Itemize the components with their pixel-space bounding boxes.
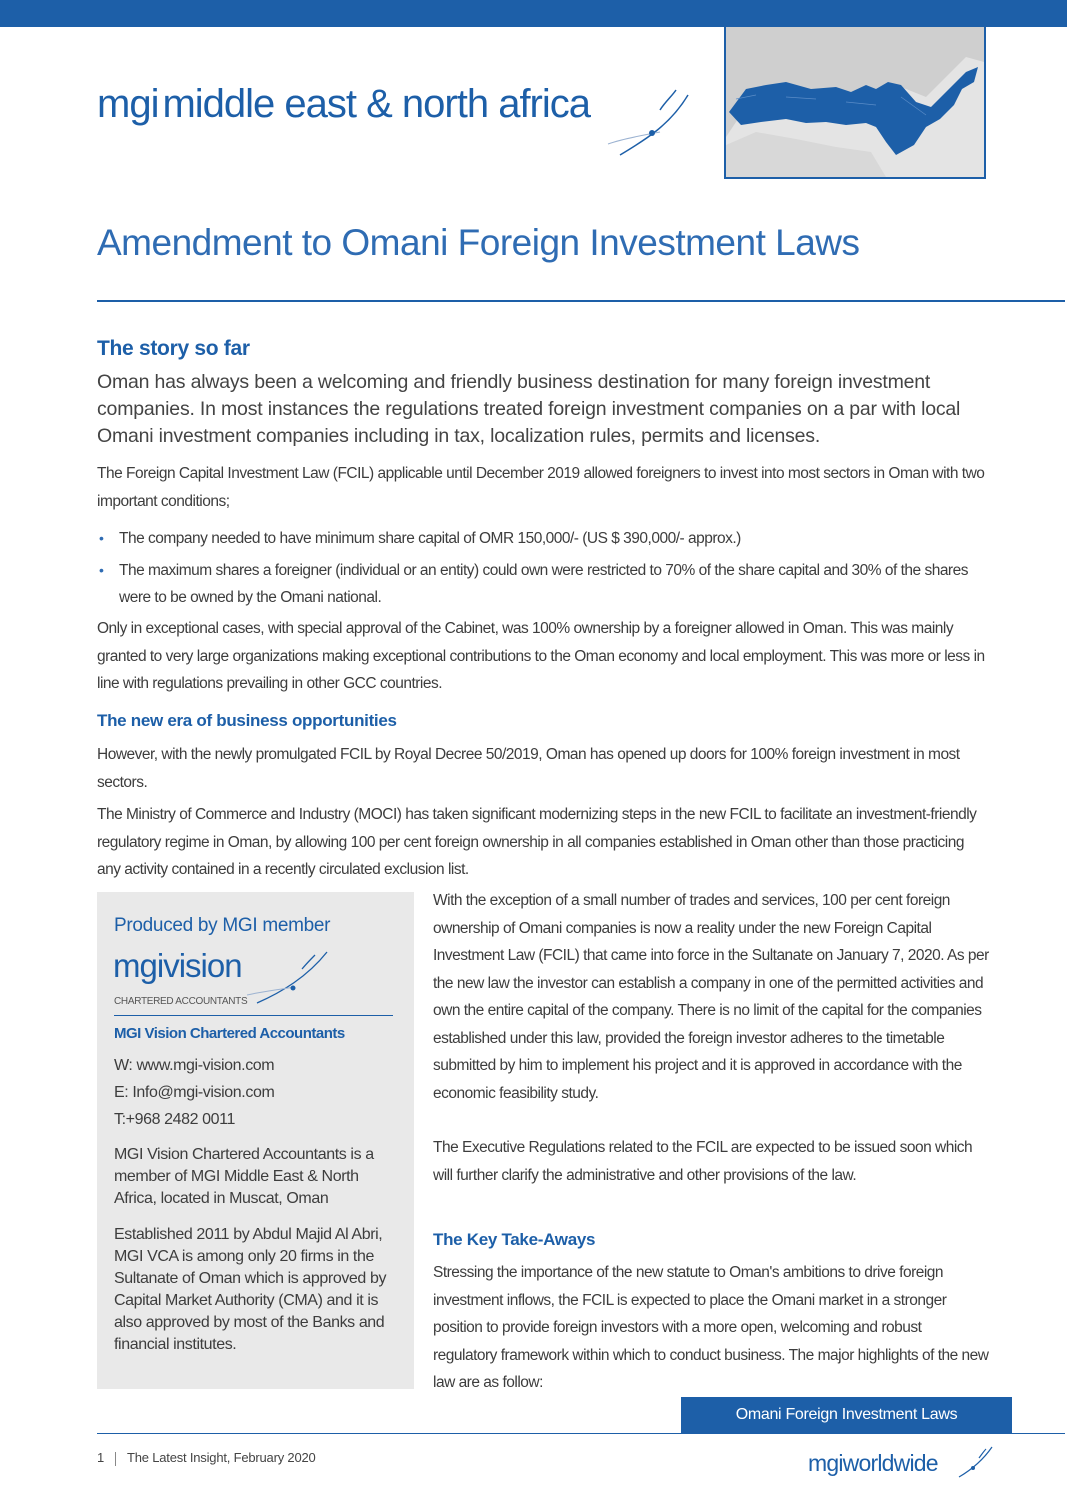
footer-topic-tab: Omani Foreign Investment Laws [681,1397,1012,1433]
member-sidebar [97,892,414,1389]
website-link[interactable]: W: www.mgi-vision.com [114,1057,275,1074]
phone-number: T:+968 2482 0011 [114,1111,235,1128]
paragraph-fcil-old: The Foreign Capital Investment Law (FCIL) applicable until December 2019 allowed foreigners to invest into most sectors in Oman with two important conditions; [97,465,985,510]
paragraph-exceptional-cases: Only in exceptional cases, with special approval of the Cabinet, was 100% ownership by a foreigner allowed in Oman. This was mainly granted to very large organizations making exceptional contributions to the Oman economy and local employment. This was more or less in line with regulations prevailing in other GCC countries. [97,620,985,692]
document-title: Amendment to Omani Foreign Investment Laws [97,222,860,263]
brand-logo: mgi middle east & north africa [97,82,591,126]
mena-region-map-icon [726,27,984,177]
footer-divider [97,1433,1065,1434]
email-link[interactable]: E: Info@mgi-vision.com [114,1084,275,1101]
footer-meta [97,1450,316,1466]
vision-swoosh-icon [247,947,332,1007]
mgi-vision-logo: mgivision [113,947,242,984]
list-item: • The company needed to have minimum share capital of OMR 150,000/- (US $ 390,000/- approx.) [97,525,977,553]
title-divider [97,300,1065,302]
paragraph-new-law: With the exception of a small number of trades and services, 100 per cent foreign ownership of Omani companies is now a reality under the new Foreign Capital Investment Law (FCIL) that came into force in the Sultanate on January 7, 2020. As per the new law the investor can establish a company in one of the permitted activities and own the entire capital of the company. There is no limit of the capital for the companies established under this law, provided the foreign investor adheres to the timetable submitted by him to implement his project and it is approved in accordance with the economic feasibility study. [433,892,989,1102]
list-item: • The maximum shares a foreigner (individual or an entity) could own were restricted to 70% of the share capital and 30% of the shares were to be owned by the Omani national. [97,557,977,612]
section-heading-takeaways: The Key Take-Aways [433,1230,596,1249]
contact-block [114,1052,274,1133]
publication-name: The Latest Insight, February 2020 [127,1450,316,1465]
mgi-worldwide-logo: mgiworldwide [808,1450,938,1476]
chartered-accountants-label: CHARTERED ACCOUNTANTS [114,996,248,1007]
firm-history: Established 2011 by Abdul Majid Al Abri, MGI VCA is among only 20 firms in the Sultanate of Oman which is approved by Capital Market Authority (CMA) and it is also approved by most of the Banks and financial institutes. [114,1226,387,1353]
firm-about: MGI Vision Chartered Accountants is a member of MGI Middle East & North Africa, located in Muscat, Oman [114,1146,374,1207]
footer-separator [115,1452,116,1466]
paragraph-moci: The Ministry of Commerce and Industry (MOCI) has taken significant modernizing steps in the new FCIL to facilitate an investment-friendly regulatory regime in Oman, by allowing 100 per cent foreign ownership in all companies established in Oman other than those practicing any activity contained in a recently circulated exclusion list. [97,806,977,878]
section-heading-story: The story so far [97,337,250,360]
paragraph-royal-decree: However, with the newly promulgated FCIL by Royal Decree 50/2019, Oman has opened up doors for 100% foreign investment in most sectors. [97,746,960,791]
firm-name: MGI Vision Chartered Accountants [114,1025,345,1042]
sidebar-divider [114,1015,393,1016]
brand-swoosh-icon [600,80,695,160]
top-color-bar [0,0,1067,27]
produced-by-label: Produced by MGI member [114,915,331,936]
worldwide-swoosh-icon [955,1444,995,1480]
conditions-list [97,525,977,616]
paragraph-executive-regulations: The Executive Regulations related to the FCIL are expected to be issued soon which will further clarify the administrative and other provisions of the law. [433,1139,973,1184]
lead-paragraph: Oman has always been a welcoming and friendly business destination for many foreign investment companies. In most instances the regulations treated foreign investment companies on a par with local Omani investment companies including in tax, localization rules, permits and licenses. [97,371,961,447]
page-number: 1 [97,1450,105,1465]
paragraph-takeaways: Stressing the importance of the new statute to Oman's ambitions to drive foreign investment inflows, the FCIL is expected to place the Omani market in a stronger position to provide foreign investors with a more open, welcoming and robust regulatory framework within which to conduct business. The major highlights of the new law are as follow: [433,1264,989,1391]
mena-map [724,27,986,179]
section-heading-new-era: The new era of business opportunities [97,711,397,730]
